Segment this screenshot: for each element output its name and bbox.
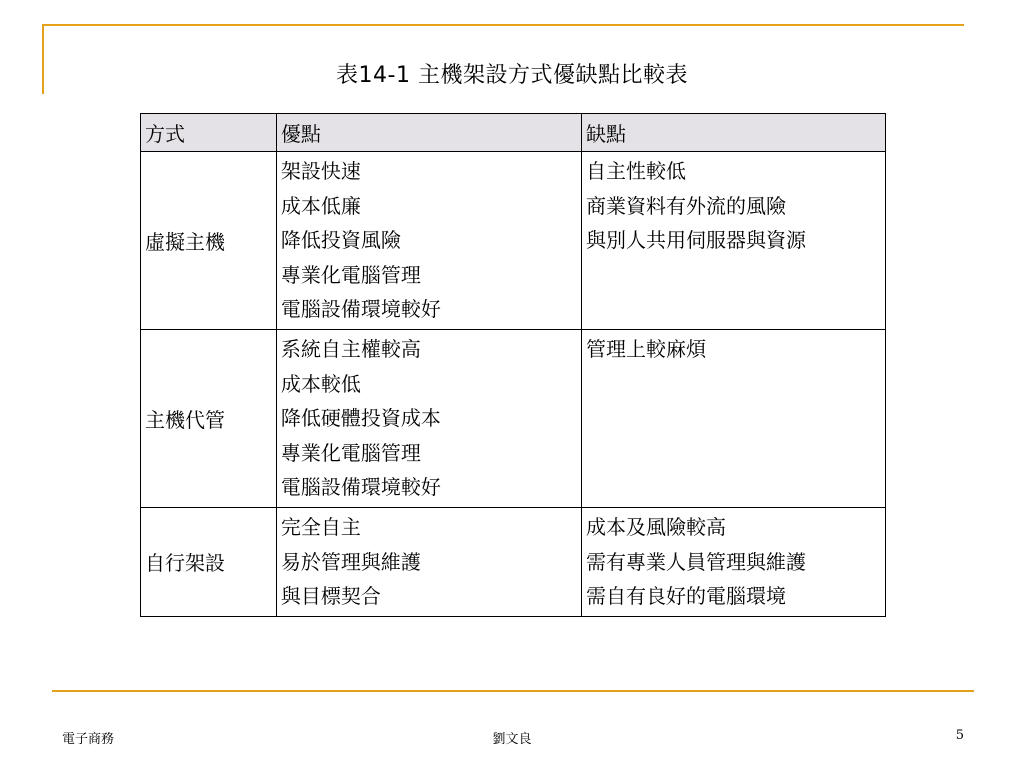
footer-author: 劉文良	[492, 732, 532, 747]
pros-item: 專業化電腦管理	[280, 440, 421, 465]
cons-item: 管理上較麻煩	[585, 336, 706, 361]
pros-item: 成本較低	[280, 371, 361, 396]
cons-item: 需有專業人員管理與維護	[585, 549, 806, 574]
comparison-table	[140, 113, 886, 617]
pros-item: 電腦設備環境較好	[280, 297, 441, 322]
table-row	[141, 329, 886, 507]
cons-cell	[581, 152, 885, 330]
table-row	[141, 507, 886, 616]
pros-item: 完全自主	[280, 514, 361, 539]
header-cons: 缺點	[581, 114, 885, 152]
pros-item: 與目標契合	[280, 584, 381, 609]
cons-cell	[581, 507, 885, 616]
pros-item: 電腦設備環境較好	[280, 475, 441, 500]
pros-cell	[276, 152, 581, 330]
pros-item: 易於管理與維護	[280, 549, 421, 574]
cons-item: 與別人共用伺服器與資源	[585, 228, 806, 253]
footer-divider	[52, 690, 974, 692]
cons-item: 自主性較低	[585, 159, 686, 183]
header-method: 方式	[141, 114, 277, 152]
pros-item: 降低投資風險	[280, 228, 401, 253]
pros-cell	[276, 329, 581, 507]
slide-title: 表14-1 主機架設方式優缺點比較表	[336, 63, 688, 88]
cons-cell	[581, 329, 885, 507]
cons-item: 需自有良好的電腦環境	[585, 584, 786, 609]
footer-course-title: 電子商務	[62, 732, 115, 747]
header-pros: 優點	[276, 114, 581, 152]
page-number: 5	[955, 728, 964, 743]
table-row	[141, 152, 886, 330]
pros-cell	[276, 507, 581, 616]
pros-item: 成本低廉	[280, 193, 361, 218]
cons-item: 成本及風險較高	[585, 514, 726, 539]
method-cell: 自行架設	[141, 507, 277, 616]
pros-item: 系統自主權較高	[280, 336, 421, 361]
top-frame-line	[42, 24, 964, 26]
table-header-row	[141, 114, 886, 152]
cons-item: 商業資料有外流的風險	[585, 193, 786, 218]
method-cell: 虛擬主機	[141, 152, 277, 330]
pros-item: 架設快速	[280, 159, 361, 183]
pros-item: 專業化電腦管理	[280, 262, 421, 287]
method-cell: 主機代管	[141, 329, 277, 507]
pros-item: 降低硬體投資成本	[280, 406, 441, 431]
